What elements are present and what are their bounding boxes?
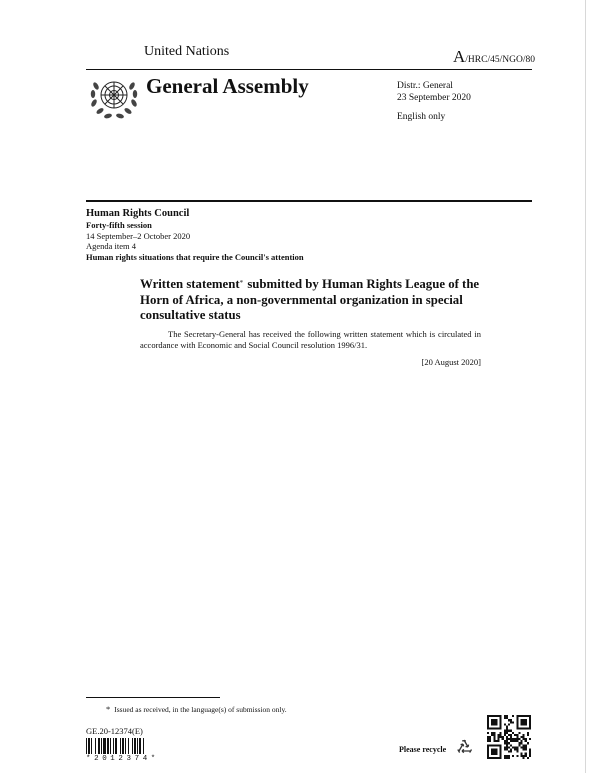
qr-module (521, 746, 523, 748)
qr-module (512, 738, 514, 740)
symbol-code: /HRC/45/NGO/80 (465, 55, 535, 65)
qr-module (500, 734, 502, 736)
qr-module (510, 730, 512, 732)
qr-module (504, 730, 506, 732)
qr-module (508, 719, 510, 721)
qr-module (521, 755, 523, 757)
qr-module (514, 749, 516, 751)
session-name: Forty-fifth session (86, 220, 152, 230)
qr-module (510, 734, 512, 736)
qr-module (527, 732, 529, 734)
qr-module (523, 736, 525, 738)
qr-module (504, 723, 506, 725)
statement-title (140, 276, 485, 324)
qr-module (516, 751, 518, 753)
qr-module (506, 740, 508, 742)
qr-module (514, 734, 516, 736)
qr-module (487, 738, 489, 740)
recycle-label: Please recycle (399, 745, 447, 754)
qr-module (518, 732, 520, 734)
qr-module (512, 732, 514, 734)
qr-module (521, 736, 523, 738)
header-rule (86, 69, 532, 70)
qr-module (510, 744, 512, 746)
qr-module (523, 749, 525, 751)
qr-module (525, 738, 527, 740)
qr-module (525, 746, 527, 748)
qr-module (493, 740, 495, 742)
qr-module (493, 734, 495, 736)
qr-module (506, 755, 508, 757)
section-rule (86, 200, 532, 202)
qr-module (508, 755, 510, 757)
qr-module (510, 719, 512, 721)
qr-module (497, 738, 499, 740)
qr-module (510, 721, 512, 723)
qr-module (523, 746, 525, 748)
qr-module (510, 736, 512, 738)
qr-module (504, 757, 506, 759)
qr-module (521, 753, 523, 755)
qr-module (510, 751, 512, 753)
qr-module (506, 746, 508, 748)
qr-module (508, 742, 510, 744)
qr-module (525, 755, 527, 757)
qr-module (512, 721, 514, 723)
footnote (106, 704, 287, 714)
qr-module (491, 749, 497, 755)
qr-module (510, 749, 512, 751)
qr-module (508, 746, 510, 748)
document-number: GE.20-12374(E) (86, 726, 143, 736)
footnote-star: * (106, 704, 111, 714)
qr-module (491, 734, 493, 736)
barcode-text: *2012374* (86, 755, 159, 763)
un-emblem-icon (88, 74, 140, 120)
qr-module (502, 738, 504, 740)
distribution: Distr.: General (397, 81, 453, 91)
barcode-icon (86, 738, 176, 754)
qr-module (495, 740, 497, 742)
qr-module (489, 738, 491, 740)
qr-module (506, 715, 508, 717)
qr-module (487, 740, 489, 742)
qr-module (506, 725, 508, 727)
qr-module (525, 740, 527, 742)
qr-module (516, 736, 518, 738)
body-title: General Assembly (146, 74, 309, 98)
qr-module (529, 751, 531, 753)
qr-code-icon (487, 715, 531, 759)
qr-module (510, 738, 512, 740)
qr-module (523, 744, 525, 746)
statement-title-rest: submitted by Human Rights League of the Horn of Africa, a non-governmental organization in special consultative status (140, 277, 480, 322)
qr-module (506, 738, 508, 740)
footnote-marker: * (239, 279, 244, 287)
qr-module (525, 749, 527, 751)
qr-module (514, 740, 516, 742)
qr-module (529, 755, 531, 757)
qr-module (521, 742, 523, 744)
qr-module (508, 730, 510, 732)
qr-module (506, 744, 508, 746)
footnote-rule (86, 697, 220, 698)
qr-module (516, 740, 518, 742)
qr-module (504, 746, 506, 748)
qr-module (512, 740, 514, 742)
council-name: Human Rights Council (86, 208, 190, 219)
qr-module (502, 736, 504, 738)
qr-module (525, 744, 527, 746)
qr-module (510, 740, 512, 742)
agenda-item: Agenda item 4 (86, 241, 137, 251)
qr-module (521, 740, 523, 742)
qr-module (493, 732, 495, 734)
qr-module (516, 755, 518, 757)
qr-module (527, 742, 529, 744)
qr-module (491, 732, 493, 734)
qr-module (512, 755, 514, 757)
qr-module (518, 742, 520, 744)
qr-module (508, 734, 510, 736)
qr-module (500, 732, 502, 734)
date-received: [20 August 2020] (421, 357, 481, 367)
session-dates: 14 September–2 October 2020 (86, 231, 191, 241)
qr-module (489, 740, 491, 742)
qr-module (504, 755, 506, 757)
qr-module (516, 734, 518, 736)
qr-module (506, 757, 508, 759)
distribution-block (397, 80, 471, 104)
recycle-icon (454, 737, 474, 757)
qr-module (487, 736, 489, 738)
qr-module (489, 736, 491, 738)
qr-module (508, 738, 510, 740)
qr-module (518, 744, 520, 746)
qr-module (508, 723, 510, 725)
qr-module (504, 740, 506, 742)
qr-module (508, 751, 510, 753)
qr-module (518, 738, 520, 740)
qr-module (504, 715, 506, 717)
qr-module (529, 738, 531, 740)
qr-module (516, 738, 518, 740)
page-edge (585, 0, 586, 773)
barcode-bar (144, 738, 145, 754)
qr-module (514, 746, 516, 748)
qr-module (506, 732, 508, 734)
qr-module (506, 728, 508, 730)
qr-module (523, 734, 525, 736)
qr-module (523, 757, 525, 759)
qr-module (500, 736, 502, 738)
qr-module (493, 736, 495, 738)
qr-module (506, 736, 508, 738)
agenda-title: Human rights situations that require the Council's attention (86, 252, 304, 262)
qr-module (506, 730, 508, 732)
qr-module (512, 746, 514, 748)
qr-module (516, 746, 518, 748)
language-note: English only (397, 112, 446, 122)
qr-module (523, 755, 525, 757)
qr-module (506, 749, 508, 751)
qr-module (512, 715, 514, 717)
qr-module (527, 757, 529, 759)
qr-module (529, 749, 531, 751)
qr-module (504, 717, 506, 719)
qr-module (506, 717, 508, 719)
qr-module (527, 734, 529, 736)
qr-module (504, 734, 506, 736)
qr-module (497, 736, 499, 738)
intro-paragraph: The Secretary-General has received the following written statement which is circulated in accordance with Economic and Social Council resolution 1996/31. (140, 329, 481, 350)
qr-module (521, 719, 527, 725)
qr-module (504, 749, 506, 751)
statement-title-start: Written statement (140, 277, 240, 291)
qr-module (523, 738, 525, 740)
qr-module (506, 742, 508, 744)
document-symbol (453, 47, 535, 67)
symbol-letter: A (453, 47, 466, 66)
qr-module (497, 734, 499, 736)
qr-module (525, 753, 527, 755)
qr-module (493, 738, 495, 740)
org-name: United Nations (144, 44, 230, 59)
qr-module (516, 749, 518, 751)
qr-module (491, 719, 497, 725)
qr-module (487, 732, 489, 734)
issue-date: 23 September 2020 (397, 93, 471, 103)
qr-module (504, 732, 506, 734)
qr-module (497, 740, 499, 742)
qr-module (508, 757, 510, 759)
qr-module (504, 742, 506, 744)
qr-module (514, 738, 516, 740)
qr-module (529, 753, 531, 755)
footnote-text: Issued as received, in the language(s) of submission only. (114, 705, 287, 714)
